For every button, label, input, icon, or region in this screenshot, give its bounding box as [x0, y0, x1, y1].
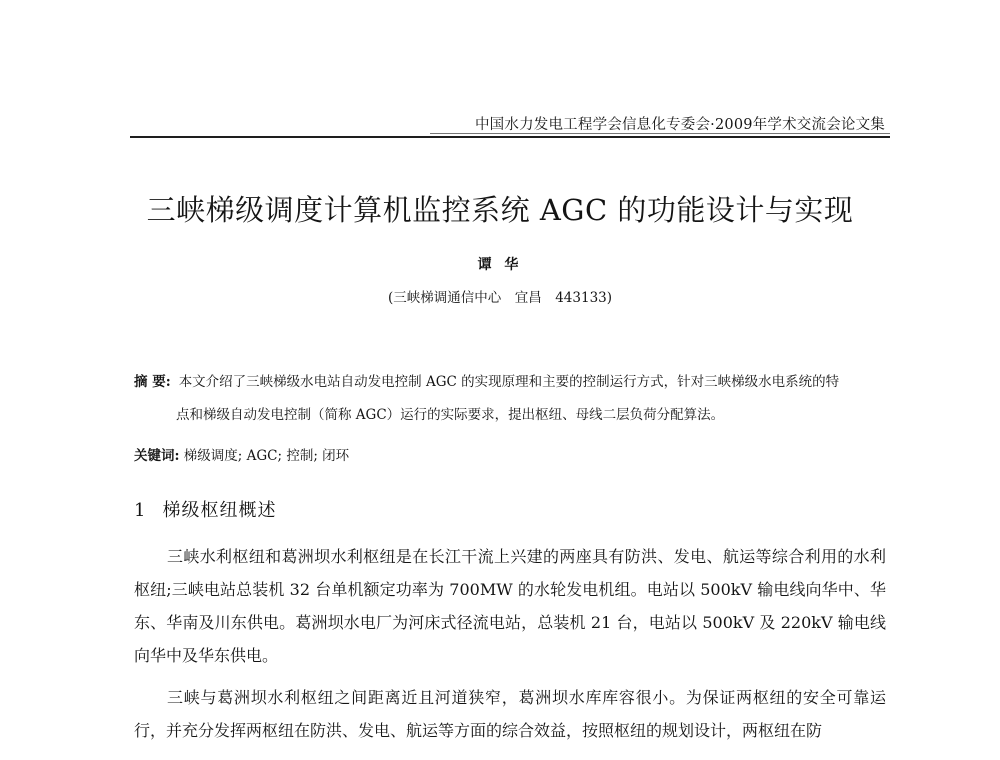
header-rule: [130, 136, 890, 138]
running-header: 中国水力发电工程学会信息化专委会·2009年学术交流会论文集: [474, 117, 885, 133]
body-paragraph-1: 三峡水利枢纽和葛洲坝水利枢纽是在长江干流上兴建的两座具有防洪、发电、航运等综合利用的水利枢纽;三峡电站总装机 32 台单机额定功率为 700MW 的水轮发电机组。电站以 500kV 输电线向华中、华东、华南及川东供电。葛洲坝水电厂为河床式径流电站，总装机 21 台，电站以 500kV 及 220kV 输电线向华中及华东供电。: [134, 547, 886, 665]
abstract-line-2: 点和梯级自动发电控制（简称 AGC）运行的实际要求，提出枢纽、母线二层负荷分配算法。: [176, 407, 725, 423]
author-name: 谭 华: [477, 257, 523, 273]
section-title: 梯级枢纽概述: [162, 500, 277, 521]
abstract-line-1: 本文介绍了三峡梯级水电站自动发电控制 AGC 的实现原理和主要的控制运行方式，针对三峡梯级水电系统的特: [178, 374, 840, 390]
abstract-label: 摘 要:: [134, 374, 171, 390]
keywords-label: 关键词:: [134, 448, 180, 464]
paper-title: 三峡梯级调度计算机监控系统 AGC 的功能设计与实现: [146, 193, 854, 227]
keywords-text: 梯级调度; AGC; 控制; 闭环: [183, 448, 350, 464]
abstract: [134, 366, 889, 432]
section-heading: [134, 496, 276, 522]
keywords: [134, 444, 889, 464]
author-affiliation: (三峡梯调通信中心 宜昌 443133): [387, 290, 613, 306]
section-number: 1: [134, 500, 147, 521]
header-rule-thin: [430, 133, 890, 134]
body-paragraph-2: 三峡与葛洲坝水利枢纽之间距离近且河道狭窄，葛洲坝水库库容很小。为保证两枢纽的安全可靠运行，并充分发挥两枢纽在防洪、发电、航运等方面的综合效益，按照枢纽的规划设计，两枢纽在防: [134, 688, 886, 740]
